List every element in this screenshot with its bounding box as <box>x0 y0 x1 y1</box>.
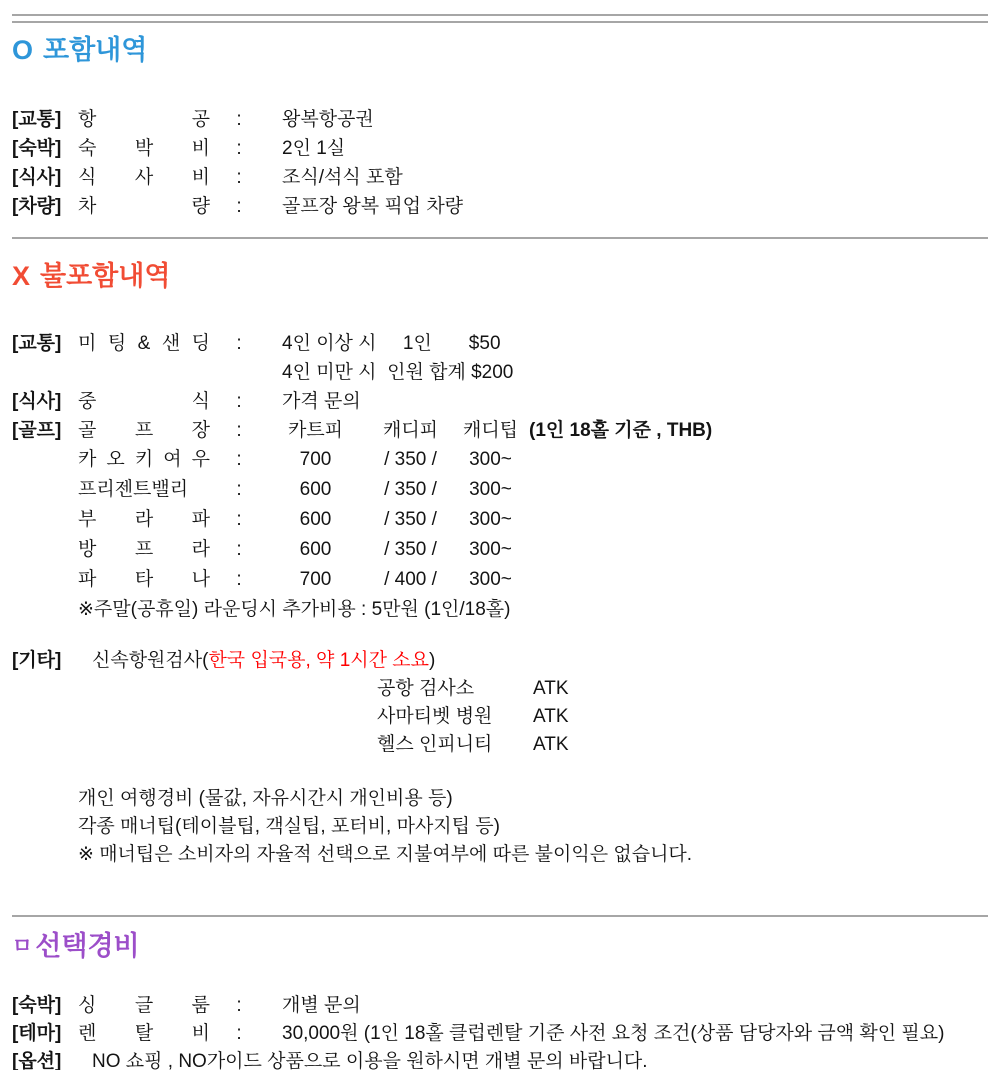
row-key: 골 프 장 <box>78 420 210 441</box>
test-site-type: ATK <box>533 706 569 727</box>
golf-course-row <box>12 475 988 505</box>
course-name: 방 프 라 <box>78 539 210 560</box>
course-caddy-tip: 300~ <box>469 539 512 560</box>
row-colon: : <box>236 391 242 412</box>
golf-col-caddy-tip: 캐디팁 <box>462 420 519 441</box>
row-colon: : <box>236 167 242 188</box>
row-value: 4인 미만 시 인원 합계 $200 <box>282 362 514 383</box>
row-value: 개별 문의 <box>282 995 361 1016</box>
course-name: 프리젠트밸리 <box>78 479 189 500</box>
excluded-row-etc <box>12 646 988 675</box>
row-key: 렌 탈 비 <box>78 1023 210 1044</box>
course-cart-fee: 600 <box>299 509 332 530</box>
row-label-spacer <box>12 535 78 565</box>
test-site-type: ATK <box>533 734 569 755</box>
included-title-text: 포함내역 <box>43 35 148 65</box>
golf-fee-columns <box>268 416 712 445</box>
section-rule <box>12 915 988 917</box>
row-label: [옵션] <box>12 1051 62 1070</box>
row-colon: : <box>236 1023 242 1044</box>
course-caddy-fee: / 400 / <box>384 569 437 590</box>
personal-expense-note: 개인 여행경비 (물값, 자유시간시 개인비용 등) <box>78 788 453 809</box>
course-caddy-tip: 300~ <box>469 569 512 590</box>
excluded-row-transport-cont <box>12 358 988 387</box>
optional-row-lodging <box>12 992 988 1020</box>
row-value: 30,000원 (1인 18홀 클럽렌탈 기준 사전 요청 조건(상품 담당자와 금액 확인 필요) <box>282 1023 945 1044</box>
included-row-vehicle <box>12 192 988 221</box>
golf-course-row <box>12 445 988 475</box>
course-fees <box>268 475 523 505</box>
course-caddy-tip: 300~ <box>469 479 512 500</box>
course-caddy-fee: / 350 / <box>384 479 437 500</box>
course-fees <box>268 535 523 565</box>
optional-section-title <box>12 929 988 964</box>
row-label-spacer <box>12 445 78 475</box>
course-fees <box>268 565 523 595</box>
test-site-name: 공항 검사소 <box>377 678 475 699</box>
included-title-prefix: O <box>12 35 34 65</box>
course-caddy-fee: / 350 / <box>384 449 437 470</box>
excluded-row-transport <box>12 329 988 358</box>
golf-weekend-note: ※주말(공휴일) 라운딩시 추가비용 : 5만원 (1인/18홀) <box>78 599 511 620</box>
row-key: 싱 글 룸 <box>78 995 210 1016</box>
golf-basis-note: (1인 18홀 기준 , THB) <box>529 420 713 441</box>
row-label: [테마] <box>12 1023 62 1044</box>
row-colon: : <box>236 196 242 217</box>
row-key: 식 사 비 <box>78 167 210 188</box>
row-colon: : <box>236 509 242 530</box>
row-colon: : <box>236 333 242 354</box>
included-row-meal <box>12 163 988 192</box>
row-label: [식사] <box>12 391 62 412</box>
row-value: NO 쇼핑 , NO가이드 상품으로 이용을 원하시면 개별 문의 바랍니다. <box>92 1051 648 1070</box>
row-value: 가격 문의 <box>282 391 361 412</box>
test-site-row <box>377 675 988 703</box>
included-row-lodging <box>12 134 988 163</box>
golf-course-row <box>12 505 988 535</box>
test-site-row <box>377 703 988 731</box>
row-key: 미 팅 & 샌 딩 <box>78 333 210 354</box>
excluded-title-text: 불포함내역 <box>40 261 171 291</box>
course-caddy-tip: 300~ <box>469 509 512 530</box>
optional-row-option <box>12 1048 988 1070</box>
personal-expense-notes <box>12 785 988 869</box>
row-label: [식사] <box>12 167 62 188</box>
course-name: 카 오 키 여 우 <box>78 449 210 470</box>
excluded-title-prefix: X <box>12 261 31 291</box>
row-value: 조식/석식 포함 <box>282 167 403 188</box>
course-fees <box>268 445 523 475</box>
covid-test-text-pre: 신속항원검사( <box>92 650 209 671</box>
course-name: 부 라 파 <box>78 509 210 530</box>
test-site-type: ATK <box>533 678 569 699</box>
row-value: 4인 이상 시 1인 $50 <box>282 333 501 354</box>
golf-course-row <box>12 565 988 595</box>
row-label: [숙박] <box>12 138 62 159</box>
row-colon: : <box>236 109 242 130</box>
row-value: 골프장 왕복 픽업 차량 <box>282 196 464 217</box>
row-label: [차량] <box>12 196 62 217</box>
row-colon: : <box>236 569 242 590</box>
section-rule <box>12 237 988 239</box>
test-site-name: 헬스 인피니티 <box>377 734 493 755</box>
personal-expense-note: ※ 매너팁은 소비자의 자율적 선택으로 지불여부에 따른 불이익은 없습니다. <box>78 844 693 865</box>
optional-title-text: 선택경비 <box>35 931 140 961</box>
course-caddy-fee: / 350 / <box>384 509 437 530</box>
excluded-section-title <box>12 259 988 293</box>
course-fees <box>268 505 523 535</box>
test-site-name: 사마티벳 병원 <box>377 706 493 727</box>
row-colon: : <box>236 995 242 1016</box>
row-colon: : <box>236 539 242 560</box>
included-rows <box>12 105 988 221</box>
row-key: 중 식 <box>78 391 210 412</box>
course-caddy-fee: / 350 / <box>384 539 437 560</box>
optional-row-theme <box>12 1020 988 1048</box>
covid-test-text-post: ) <box>428 650 436 671</box>
row-key-spacer <box>78 358 210 387</box>
row-label-spacer <box>12 565 78 595</box>
row-key: 항 공 <box>78 109 210 130</box>
course-cart-fee: 600 <box>299 479 332 500</box>
row-label-spacer <box>12 475 78 505</box>
golf-course-row <box>12 535 988 565</box>
included-section-title <box>12 33 988 67</box>
covid-test-text-red: 한국 입국용, 약 1시간 소요 <box>208 650 429 671</box>
row-key: 차 량 <box>78 196 210 217</box>
course-cart-fee: 700 <box>299 449 332 470</box>
row-label-spacer <box>12 505 78 535</box>
row-value: 왕복항공권 <box>282 109 374 130</box>
row-key: 숙 박 비 <box>78 138 210 159</box>
row-label: [숙박] <box>12 995 62 1016</box>
optional-title-prefix: ㅁ <box>12 935 33 958</box>
course-name: 파 타 나 <box>78 569 210 590</box>
included-row-transport <box>12 105 988 134</box>
row-value: 2인 1실 <box>282 138 346 159</box>
row-colon: : <box>236 449 242 470</box>
test-site-row <box>377 731 988 759</box>
row-label: [기타] <box>12 650 62 671</box>
golf-header-row <box>12 416 988 445</box>
top-double-rule <box>12 14 988 23</box>
optional-rows <box>12 992 988 1070</box>
golf-col-caddy-fee: 캐디피 <box>382 420 439 441</box>
covid-test-text <box>78 646 435 675</box>
course-cart-fee: 700 <box>299 569 332 590</box>
personal-expense-note: 각종 매너팁(테이블팁, 객실팁, 포터비, 마사지팁 등) <box>78 816 500 837</box>
row-colon: : <box>236 420 242 441</box>
row-colon: : <box>236 479 242 500</box>
row-label: [교통] <box>12 333 62 354</box>
golf-col-cart-fee: 카트피 <box>287 420 344 441</box>
course-cart-fee: 600 <box>299 539 332 560</box>
row-label: [골프] <box>12 420 62 441</box>
row-colon: : <box>236 138 242 159</box>
excluded-rows <box>12 329 988 869</box>
row-label: [교통] <box>12 109 62 130</box>
row-label-spacer <box>12 358 78 387</box>
row-colon-spacer <box>210 358 268 387</box>
excluded-row-meal <box>12 387 988 416</box>
course-caddy-tip: 300~ <box>469 449 512 470</box>
